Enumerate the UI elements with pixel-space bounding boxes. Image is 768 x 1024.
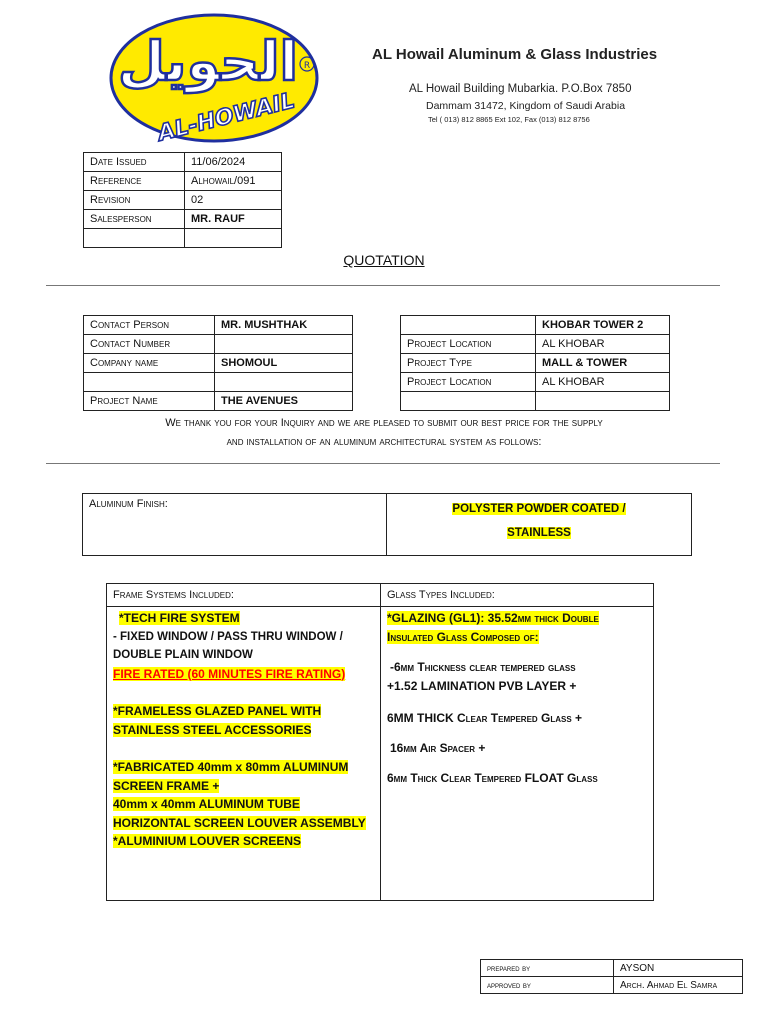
logo-arabic-text: الحويل <box>117 30 299 93</box>
frame-line: *FRAMELESS GLAZED PANEL WITH <box>113 704 322 718</box>
glass-types-cell <box>381 607 654 901</box>
frame-line: DOUBLE PLAIN WINDOW <box>113 649 253 661</box>
frame-line: SCREEN FRAME + <box>113 778 220 793</box>
project-title-value: KHOBAR TOWER 2 <box>536 316 670 335</box>
logo-latin-text: AL-HOWAIL <box>155 88 298 144</box>
document-title: QUOTATION <box>343 252 425 268</box>
revision-value: 02 <box>185 191 282 210</box>
glass-line: 6MM THICK Clear Tempered Glass + <box>387 711 583 725</box>
document-info-table <box>83 152 282 248</box>
glass-line: 6mm Thick Clear Tempered FLOAT Glass <box>387 771 598 785</box>
approved-by-label: approved by <box>481 977 614 994</box>
company-name: AL Howail Aluminum & Glass Industries <box>372 46 658 63</box>
client-info-value <box>215 373 353 392</box>
contact-number-value <box>215 335 353 354</box>
doc-info-value <box>185 229 282 248</box>
divider <box>46 463 720 464</box>
salesperson-value: MR. RAUF <box>185 210 282 229</box>
intro-line-1: We thank you for your Inquiry and we are pleased to submit our best price for the supply <box>165 417 603 429</box>
project-info-label: Project Type <box>401 354 536 373</box>
project-type-value: MALL & TOWER <box>536 354 670 373</box>
glass-line: *GLAZING (GL1): 35.52mm thick Double <box>387 611 599 625</box>
doc-info-label: Date Issued <box>84 153 185 172</box>
finish-label: Aluminum Finish: <box>83 494 387 556</box>
project-location-value: AL KHOBAR <box>536 373 670 392</box>
finish-value-line-2: STAINLESS <box>507 527 571 539</box>
glass-line: +1.52 LAMINATION PVB LAYER + <box>387 678 577 693</box>
signoff-table <box>480 959 743 994</box>
frame-line: - FIXED WINDOW / PASS THRU WINDOW / <box>113 630 343 643</box>
fire-rating-line: FIRE RATED (60 MINUTES FIRE RATING) <box>113 666 346 681</box>
finish-value-line-1: POLYSTER POWDER COATED / <box>452 503 626 515</box>
prepared-by-label: prepared by <box>481 960 614 977</box>
contact-line: Tel ( 013) 812 8865 Ext 102, Fax (013) 812 8756 <box>428 115 590 124</box>
glass-line: 16mm Air Spacer + <box>390 740 486 755</box>
project-info-label: Project Location <box>401 335 536 354</box>
frame-systems-cell <box>107 607 381 901</box>
project-name-value: THE AVENUES <box>215 392 353 411</box>
project-info-label <box>401 392 536 411</box>
glass-types-header: Glass Types Included: <box>381 584 654 607</box>
frame-line: *ALUMINIUM LOUVER SCREENS <box>113 834 302 848</box>
client-info-label: Project Name <box>84 392 215 411</box>
client-info-label <box>84 373 215 392</box>
systems-table <box>106 583 654 901</box>
doc-info-label: Revision <box>84 191 185 210</box>
project-info-table <box>400 315 670 411</box>
frame-systems-header: Frame Systems Included: <box>107 584 381 607</box>
client-info-table <box>83 315 353 411</box>
glass-line: Insulated Glass Composed of: <box>387 629 539 644</box>
client-info-label: Contact Person <box>84 316 215 335</box>
finish-table <box>82 493 692 556</box>
doc-info-label <box>84 229 185 248</box>
reference-value: Alhowail/091 <box>185 172 282 191</box>
project-info-label: Project Location <box>401 373 536 392</box>
divider <box>46 285 720 286</box>
frame-line: STAINLESS STEEL ACCESSORIES <box>113 722 312 737</box>
doc-info-label: Reference <box>84 172 185 191</box>
prepared-by-value: AYSON <box>614 960 743 977</box>
frame-line: *FABRICATED 40mm x 80mm ALUMINUM <box>113 760 349 774</box>
frame-line: 40mm x 40mm ALUMINUM TUBE <box>113 797 300 811</box>
finish-value <box>387 494 692 556</box>
approved-by-value: Arch. Ahmad El Samra <box>614 977 743 994</box>
address-line-1: AL Howail Building Mubarkia. P.O.Box 7850 <box>409 83 632 95</box>
svg-text:R: R <box>303 61 311 71</box>
doc-info-label: Salesperson <box>84 210 185 229</box>
project-info-value <box>536 392 670 411</box>
frame-line: *TECH FIRE SYSTEM <box>119 611 240 625</box>
glass-line: -6mm Thickness clear tempered glass <box>390 660 576 674</box>
project-location-value: AL KHOBAR <box>536 335 670 354</box>
client-info-label: Company name <box>84 354 215 373</box>
contact-person-value: MR. MUSHTHAK <box>215 316 353 335</box>
client-info-label: Contact Number <box>84 335 215 354</box>
company-name-value: SHOMOUL <box>215 354 353 373</box>
project-info-label <box>401 316 536 335</box>
date-issued-value: 11/06/2024 <box>185 153 282 172</box>
company-logo <box>108 12 324 144</box>
address-line-2: Dammam 31472, Kingdom of Saudi Arabia <box>426 100 626 112</box>
intro-line-2: and installation of an aluminum architectural system as follows: <box>226 436 542 448</box>
frame-line: HORIZONTAL SCREEN LOUVER ASSEMBLY <box>113 815 366 830</box>
